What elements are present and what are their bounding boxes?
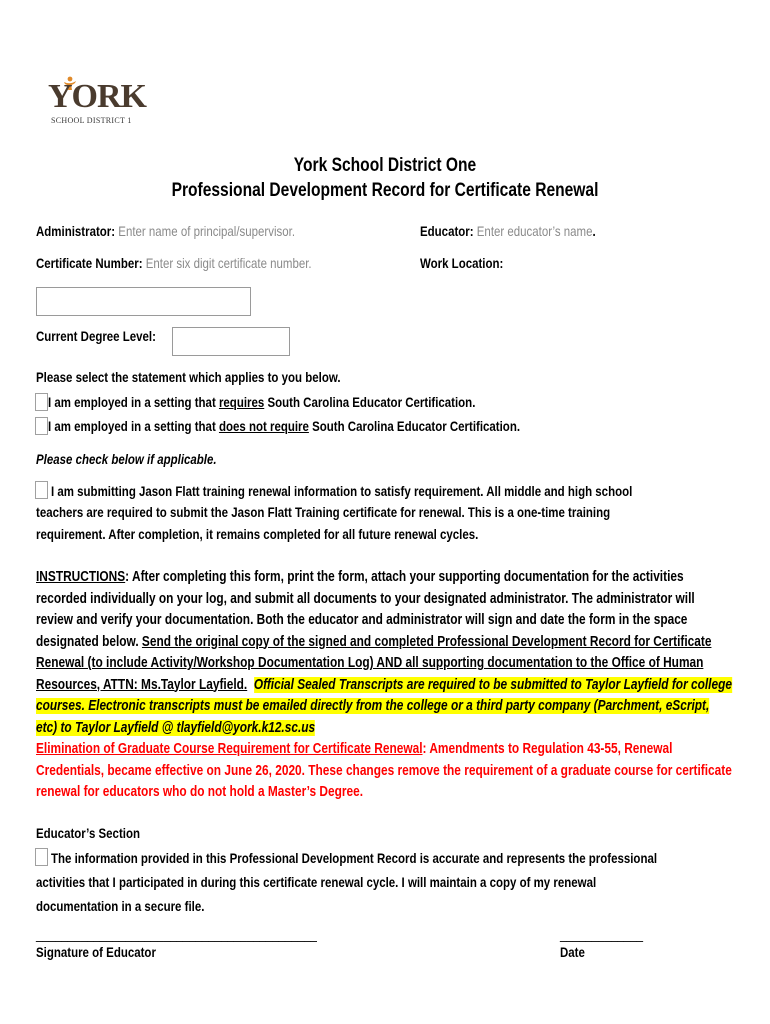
certificate-row (36, 255, 312, 271)
administrator-label: Administrator: (36, 223, 116, 239)
instructions-send-original: Send the original copy of the signed and completed Professional Development Record for Certificate Renewal (to include Activity/Workshop Documentation Log) AND all supporting documentation to the Office of Human Resources, ATTN: Ms.Taylor Layfield. (36, 633, 712, 693)
option1-text-pre: I am employed in a setting that (48, 394, 219, 410)
not-require-certification-option (48, 418, 520, 434)
statement-prompt: Please select the statement which applies to you below. (36, 369, 341, 385)
date-line[interactable]: _____________ (560, 926, 644, 942)
page-title: York School District One (293, 155, 477, 176)
option2-text-pre: I am employed in a setting that (48, 418, 219, 434)
work-location-label: Work Location: (420, 255, 504, 271)
accuracy-checkbox[interactable] (35, 848, 48, 866)
certificate-field[interactable]: Enter six digit certificate number. (145, 255, 312, 271)
graduate-requirement-heading: Elimination of Graduate Course Requirement for Certificate Renewal (36, 741, 423, 757)
instructions-text: : After completing this form, print the form, attach your supporting documentation for the activities recorded individually on your log, and submit all documents to your designated administrator. The administrator will review and verify your documentation. Both the educator and administrator will sign and date the form in the space designated below. (36, 569, 695, 650)
jason-flatt-line3: requirement. After completion, it remains completed for all future renewal cycles. (36, 526, 479, 542)
instructions-gap (247, 677, 254, 693)
check-prompt: Please check below if applicable. (36, 451, 217, 467)
option1-text-post: South Carolina Educator Certification. (264, 394, 476, 410)
educator-field[interactable]: Enter educator’s name (476, 223, 593, 239)
educator-section-line2: activities that I participated in during this certificate renewal cycle. I will maintain a copy of my renewal (36, 874, 597, 890)
instructions-paragraph (36, 567, 733, 804)
date-label: Date (560, 944, 585, 960)
page-subtitle: Professional Development Record for Certificate Renewal (171, 180, 599, 201)
degree-input[interactable] (172, 327, 290, 356)
logo-subtitle: SCHOOL DISTRICT 1 (51, 116, 132, 125)
educator-section-line1: The information provided in this Professional Development Record is accurate and represents the professional (51, 850, 658, 866)
work-location-input[interactable] (36, 287, 251, 316)
transcripts-highlight: Official Sealed Transcripts are required to be submitted to Taylor Layfield for college courses. Electronic transcripts must be emailed directly from the college or a third party company (Parchment, eScript, etc) to Taylor Layfield @ tlayfield@york.k12.sc.us (36, 676, 732, 736)
requires-certification-checkbox[interactable] (35, 393, 48, 411)
signature-line[interactable]: ____________________________________________ (36, 926, 317, 942)
option2-text-post: South Carolina Educator Certification. (308, 418, 521, 434)
administrator-field[interactable]: Enter name of principal/supervisor. (118, 223, 296, 239)
educator-section-line3: documentation in a secure file. (36, 898, 205, 914)
administrator-row (36, 223, 295, 239)
signature-label: Signature of Educator (36, 944, 156, 960)
educator-row (420, 223, 596, 239)
jason-flatt-line2: teachers are required to submit the Jason Flatt Training certificate for renewal. This is a one-time training (36, 504, 611, 520)
requires-certification-option (48, 394, 475, 410)
jason-flatt-checkbox[interactable] (35, 481, 48, 499)
jason-flatt-line1: I am submitting Jason Flatt training renewal information to satisfy requirement. All middle and high school (51, 483, 633, 499)
district-logo (48, 76, 146, 132)
graduate-requirement-text: : Amendments to Regulation 43-55, Renewal Credentials, became effective on June 26, 2020. These changes remove the requirement of a graduate course for certificate renewal for educators who do not hold a Master’s Degree. (36, 741, 732, 800)
logo-name: YORK (48, 78, 146, 115)
educator-period: . (592, 223, 596, 239)
not-require-certification-checkbox[interactable] (35, 417, 48, 435)
certificate-label: Certificate Number: (36, 255, 143, 271)
educator-section-heading: Educator’s Section (36, 825, 140, 841)
option1-text-underlined: requires (218, 394, 265, 410)
degree-label: Current Degree Level: (36, 328, 156, 344)
option2-text-underlined: does not require (218, 418, 309, 434)
instructions-heading: INSTRUCTIONS (36, 569, 126, 585)
educator-label: Educator: (420, 223, 474, 239)
